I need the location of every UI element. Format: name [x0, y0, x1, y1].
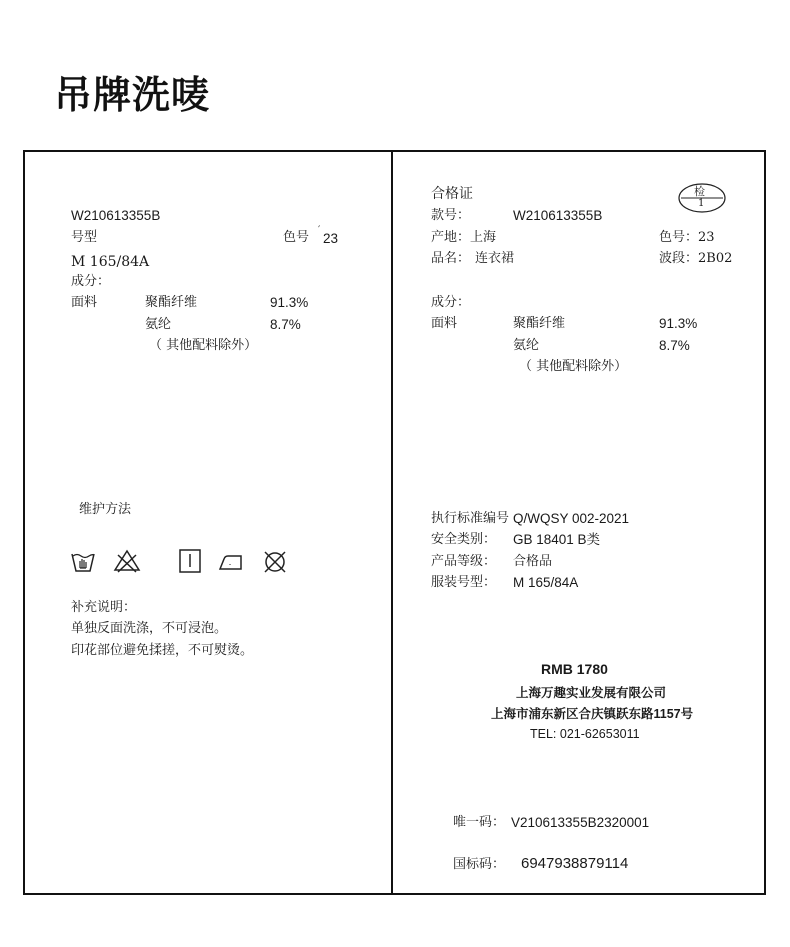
barcode-label: 国标码：	[453, 857, 506, 872]
left-material-1-name: 聚酯纤维	[145, 295, 198, 310]
style-value: W210613355B	[513, 208, 603, 223]
tick-mark: ′	[318, 225, 321, 236]
right-color: 色号：23	[659, 230, 715, 245]
unique-code-label: 唯一码：	[453, 815, 506, 830]
note-1: 单独反面洗涤，不可浸泡。	[71, 621, 228, 636]
left-color-value: 23	[323, 231, 339, 246]
batch: 波段：2B02	[659, 251, 733, 266]
left-size-label: 号型	[71, 230, 98, 245]
company-tel: TEL: 021-62653011	[530, 727, 640, 741]
right-fabric-label: 面料	[431, 316, 458, 331]
inspection-stamp	[677, 182, 727, 212]
company-address: 上海市浦东新区合庆镇跃东路1157号	[491, 707, 694, 721]
standard-value: Q/WQSY 002-2021	[513, 511, 630, 526]
left-material-2-percent: 8.7%	[270, 317, 301, 332]
origin: 产地：上海	[431, 230, 497, 245]
line-dry-icon	[177, 548, 203, 574]
right-material-1-name: 聚酯纤维	[513, 316, 566, 331]
notes-title: 补充说明：	[71, 600, 137, 615]
style-label: 款号：	[431, 208, 471, 223]
safety-label: 安全类别：	[431, 532, 497, 547]
low-iron-icon	[217, 548, 249, 574]
care-symbols	[69, 548, 309, 576]
product-name-value: 连衣裙	[475, 251, 515, 266]
care-method-label: 维护方法	[79, 502, 132, 517]
left-material-2-name: 氨纶	[145, 317, 172, 332]
panel-divider	[391, 152, 393, 893]
price: RMB 1780	[541, 661, 608, 677]
cert-title: 合格证	[431, 186, 473, 202]
left-material-1-percent: 91.3%	[270, 295, 309, 310]
left-code: W210613355B	[71, 208, 161, 223]
right-exclusion-note: （ 其他配料除外）	[519, 359, 628, 374]
garment-size-label: 服装号型：	[431, 575, 497, 590]
standard-label: 执行标准编号	[431, 511, 510, 526]
left-size-value: M 165/84A	[71, 254, 150, 270]
left-fabric-label: 面料	[71, 295, 98, 310]
left-exclusion-note: （ 其他配料除外）	[149, 338, 258, 353]
right-composition-label: 成分：	[431, 295, 471, 310]
right-material-1-percent: 91.3%	[659, 316, 698, 331]
no-dry-clean-icon	[261, 548, 289, 576]
page-title: 吊牌洗唛	[54, 73, 211, 117]
product-name-label: 品名：	[431, 251, 471, 266]
hang-tag-card	[23, 150, 766, 895]
safety-value: GB 18401 B类	[513, 532, 601, 547]
hand-wash-icon	[69, 548, 97, 574]
no-bleach-icon	[113, 548, 141, 574]
right-material-2-percent: 8.7%	[659, 338, 690, 353]
note-2: 印花部位避免揉搓，不可熨烫。	[71, 643, 254, 658]
grade-label: 产品等级：	[431, 554, 497, 569]
stamp-text: 检	[694, 185, 705, 198]
barcode-value: 6947938879114	[521, 855, 629, 872]
company-name: 上海万趣实业发展有限公司	[516, 686, 667, 700]
garment-size-value: M 165/84A	[513, 575, 579, 590]
right-material-2-name: 氨纶	[513, 338, 540, 353]
unique-code-value: V210613355B2320001	[511, 815, 650, 830]
grade-value: 合格品	[513, 554, 553, 569]
left-color-label: 色号	[283, 230, 310, 245]
stamp-number: 1	[698, 198, 705, 209]
left-composition-label: 成分：	[71, 274, 111, 289]
